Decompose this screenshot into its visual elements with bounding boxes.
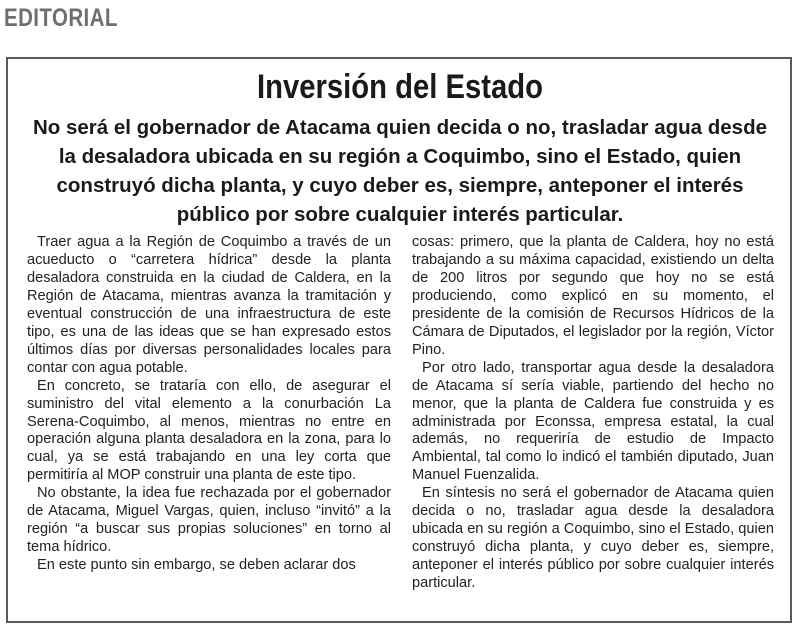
- article-column-right: [412, 234, 774, 593]
- article-column-left: [27, 234, 391, 575]
- paragraph: En síntesis no será el gobernador de Atacama quien decida o no, trasladar agua desde la desaladora ubicada en su región a Coquimbo, sino el Estado, quien construyó dicha planta, y cuyo deber es, siempre, anteponer el interés público por sobre cualquier interés particular.: [412, 485, 774, 592]
- section-label: EDITORIAL: [4, 4, 118, 32]
- paragraph: Traer agua a la Región de Coquimbo a través de un acueducto o “carretera hídrica” desde la planta desaladora construida en la ciudad de Caldera, en la Región de Atacama, mientras avanza la tramitación y eventual construcción de una infraestructura de este tipo, es una de las ideas que se han expresado estos últimos días por diversas personalidades locales para contar con agua potable.: [27, 234, 391, 376]
- headline: Inversión del Estado: [257, 68, 543, 106]
- paragraph: En este punto sin embargo, se deben aclarar dos: [37, 557, 356, 574]
- deck-subheadline: No será el gobernador de Atacama quien decida o no, trasladar agua desde la desaladora ubicada en su región a Coquimbo, sino el Estado, quien construyó dicha planta, y cuyo deber es, siempre, anteponer el interés público por sobre cualquier interés particular.: [32, 116, 768, 226]
- paragraph: Por otro lado, transportar agua desde la desaladora de Atacama sí sería viable, partiendo del hecho no menor, que la planta de Caldera fue construida y es administrada por Econssa, empresa estatal, la cual además, no requeriría de estudio de Impacto Ambiental, tal como lo indicó el también diputado, Juan Manuel Fuenzalida.: [412, 359, 774, 484]
- paragraph: cosas: primero, que la planta de Caldera, hoy no está trabajando a su máxima capacidad, existiendo un delta de 200 litros por segundo que hoy no se está produciendo, como explicó en su momento, el presidente de la comisión de Recursos Hídricos de la Cámara de Diputados, el legislador por la región, Víctor Pino.: [412, 234, 774, 358]
- paragraph: No obstante, la idea fue rechazada por el gobernador de Atacama, Miguel Vargas, quien, incluso “invitó” a la región “a buscar sus propias soluciones” en torno al tema hídrico.: [27, 485, 391, 556]
- paragraph: En concreto, se trataría con ello, de asegurar el suministro del vital elemento a la conurbación La Serena-Coquimbo, al menos, mientras no entre en operación alguna planta desaladora en la zona, para lo cual, ya se está trabajando en una ley corta que permitiría al MOP construir una planta de este tipo.: [27, 377, 391, 484]
